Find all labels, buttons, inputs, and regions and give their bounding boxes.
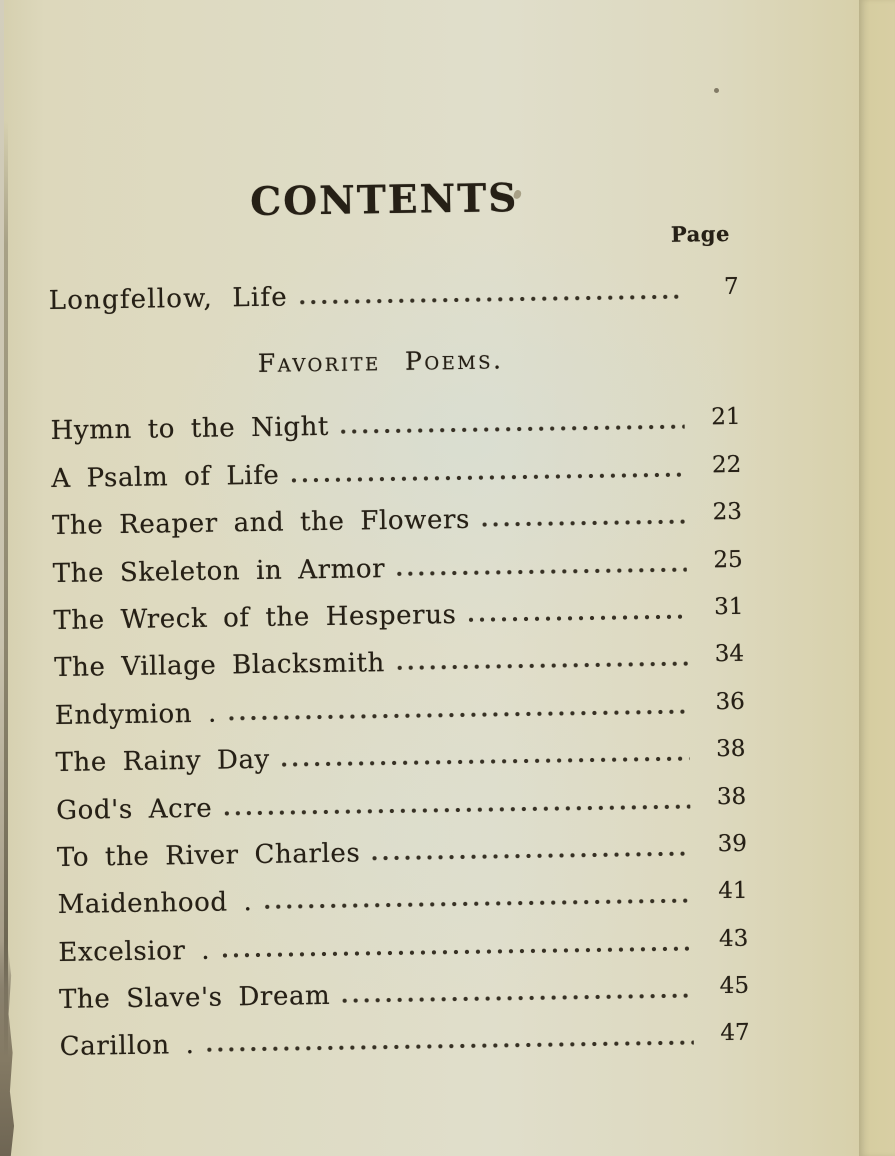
toc-entry-label: The Wreck of the Hesperus xyxy=(53,599,457,636)
toc-entry-page: 41 xyxy=(718,878,748,905)
toc-entry-page: 36 xyxy=(715,688,745,715)
page-column-label: Page xyxy=(670,220,731,247)
dot-leader xyxy=(369,850,691,861)
toc-entry-label: Excelsior . xyxy=(58,935,211,968)
dot-leader xyxy=(338,424,685,435)
dot-leader xyxy=(466,614,688,623)
toc-entry-label: Longfellow, Life xyxy=(48,282,289,317)
dot-leader xyxy=(221,803,690,816)
toc-entry-page: 47 xyxy=(720,1020,750,1047)
dot-leader xyxy=(204,1040,694,1053)
toc-entry-label: A Psalm of Life xyxy=(51,460,280,494)
toc-entry-page: 39 xyxy=(717,830,748,858)
dot-leader xyxy=(394,566,687,576)
toc-entry-label: The Skeleton in Armor xyxy=(52,553,386,589)
toc-entry-label: Endymion . xyxy=(54,698,218,731)
toc-entry-label: The Village Blacksmith xyxy=(53,648,386,684)
scanner-backdrop xyxy=(0,941,18,1156)
dot-leader xyxy=(226,708,689,721)
dot-leader xyxy=(279,756,690,768)
toc-entry-page: 43 xyxy=(718,925,749,952)
page-title: CONTENTS xyxy=(249,175,519,226)
toc-entry-page: 21 xyxy=(711,404,741,431)
dot-leader xyxy=(297,294,683,306)
toc-entry-label: Hymn to the Night xyxy=(50,412,330,447)
toc-entry-page: 25 xyxy=(713,546,743,573)
dot-leader xyxy=(288,471,685,483)
toc-entry-page: 38 xyxy=(716,735,746,763)
section-heading: Favorite Poems. xyxy=(257,345,504,378)
dot-leader xyxy=(219,945,692,958)
toc-entry-page: 34 xyxy=(714,641,745,668)
toc-entry-page: 7 xyxy=(723,274,739,301)
dot-leader xyxy=(339,993,693,1004)
toc-entry-page: 22 xyxy=(711,451,742,478)
toc-entry-page: 45 xyxy=(719,972,750,1000)
dot-leader xyxy=(394,661,688,671)
toc-list xyxy=(50,390,750,1064)
toc-entry-label: To the River Charles xyxy=(56,838,361,873)
toc-content xyxy=(44,0,751,1156)
toc-entry-label: God's Acre xyxy=(56,793,213,826)
dot-leader xyxy=(261,898,691,910)
toc-row-longfellow-life xyxy=(48,260,739,318)
toc-entry-label: The Reaper and the Flowers xyxy=(51,504,471,542)
toc-entry-page: 23 xyxy=(712,498,743,526)
toc-entry-label: Carillon . xyxy=(59,1030,195,1063)
dot-leader xyxy=(479,519,686,528)
toc-entry-label: The Slave's Dream xyxy=(58,981,331,1016)
toc-entry-page: 31 xyxy=(713,593,744,621)
toc-entry-page: 38 xyxy=(716,783,747,810)
toc-entry-label: The Rainy Day xyxy=(55,744,271,779)
toc-entry-label: Maidenhood . xyxy=(57,887,253,921)
adjacent-page-edge xyxy=(859,0,895,1156)
